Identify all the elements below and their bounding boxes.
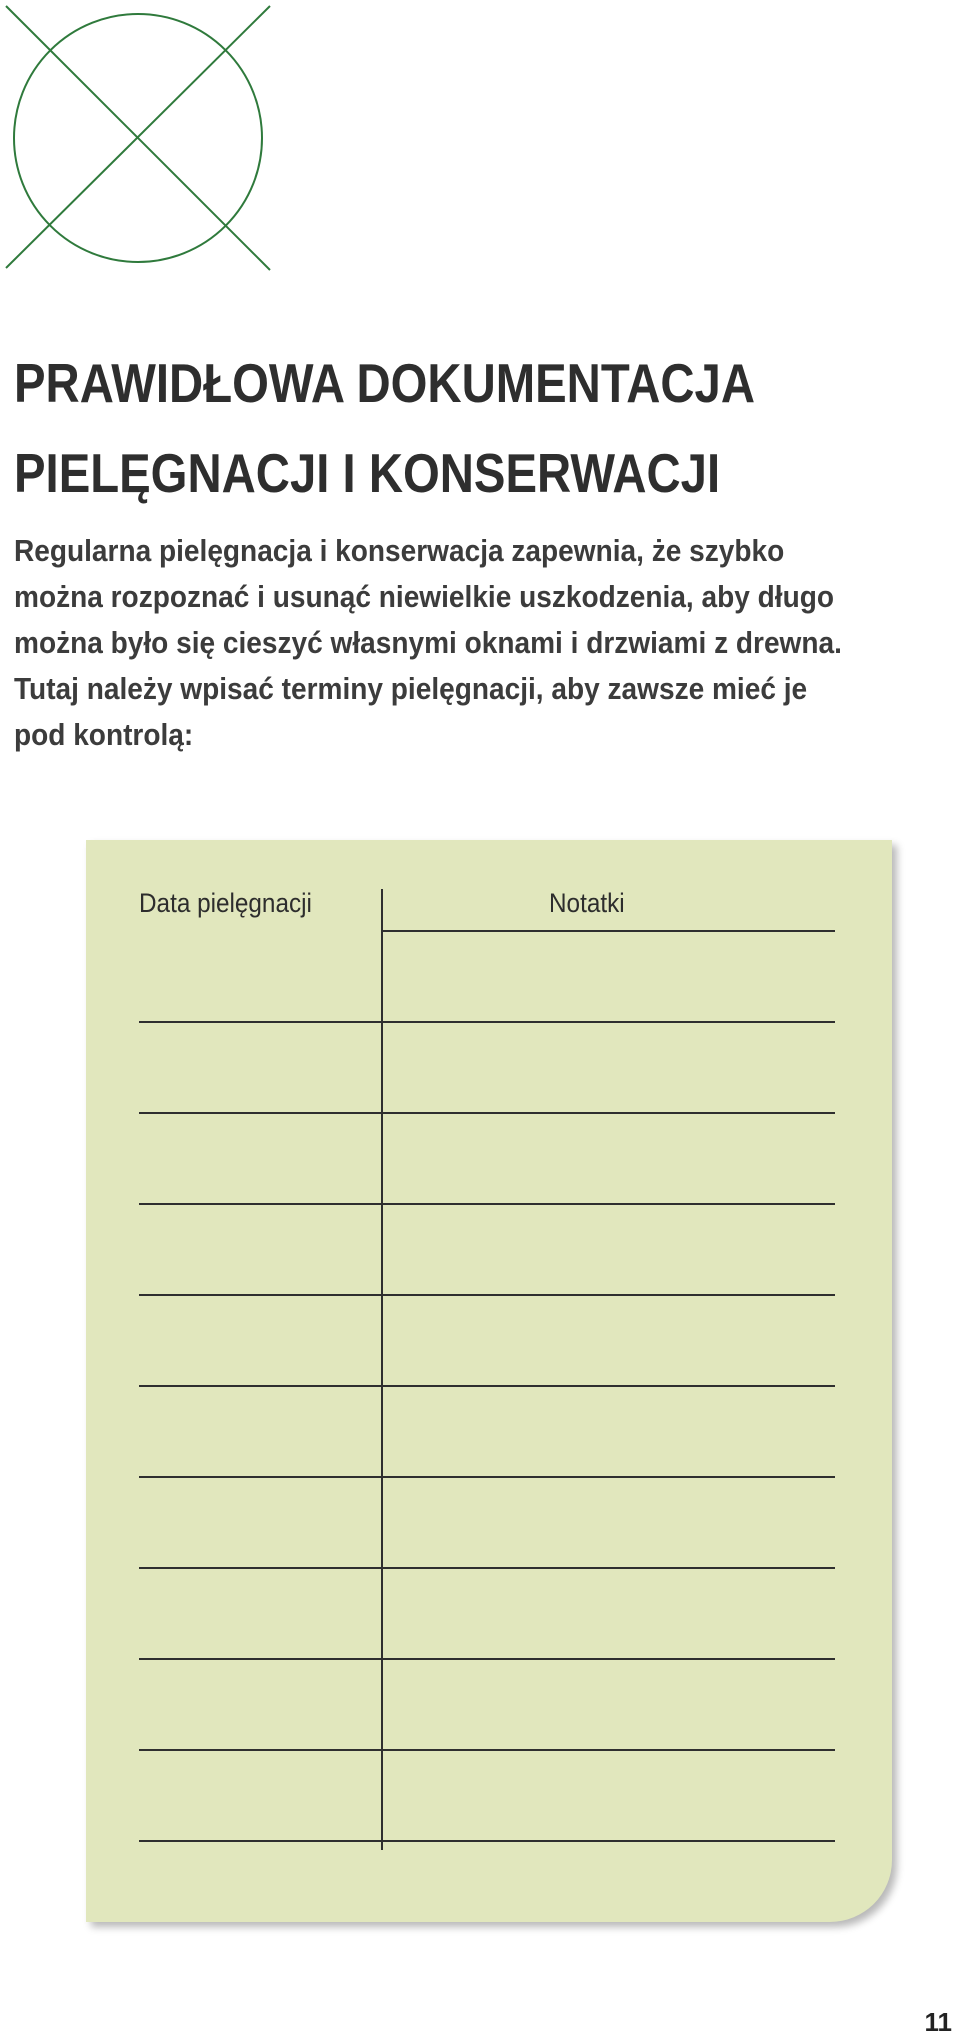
table-row[interactable] bbox=[139, 1569, 835, 1660]
column-header-notes: Notatki bbox=[549, 888, 625, 918]
table-row[interactable] bbox=[139, 1205, 835, 1296]
crossed-circle-logo-icon bbox=[0, 0, 280, 280]
title-line: PRAWIDŁOWA DOKUMENTACJA bbox=[14, 352, 756, 414]
table-row[interactable] bbox=[139, 932, 835, 1023]
table-row[interactable] bbox=[139, 1387, 835, 1478]
title-line: PIELĘGNACJI I KONSERWACJI bbox=[14, 442, 721, 504]
table-row[interactable] bbox=[139, 1296, 835, 1387]
table-row[interactable] bbox=[139, 1751, 835, 1842]
log-rows bbox=[139, 930, 835, 1842]
table-row[interactable] bbox=[139, 1478, 835, 1569]
intro-paragraph bbox=[14, 528, 955, 758]
table-row[interactable] bbox=[139, 1023, 835, 1114]
intro-line: Tutaj należy wpisać terminy pielęgnacji, aby zawsze mieć je bbox=[14, 671, 808, 706]
column-header-date: Data pielęgnacji bbox=[139, 888, 312, 918]
intro-line: można rozpoznać i usunąć niewielkie uszkodzenia, aby długo bbox=[14, 579, 835, 614]
page-number: 11 bbox=[924, 2007, 952, 2037]
intro-line: można było się cieszyć własnymi oknami i drzwiami z drewna. bbox=[14, 625, 842, 660]
table-row[interactable] bbox=[139, 1114, 835, 1205]
intro-line: Regularna pielęgnacja i konserwacja zapewnia, że szybko bbox=[14, 533, 785, 568]
intro-line: pod kontrolą: bbox=[14, 717, 194, 752]
table-row[interactable] bbox=[139, 1660, 835, 1751]
page-title bbox=[14, 338, 755, 518]
